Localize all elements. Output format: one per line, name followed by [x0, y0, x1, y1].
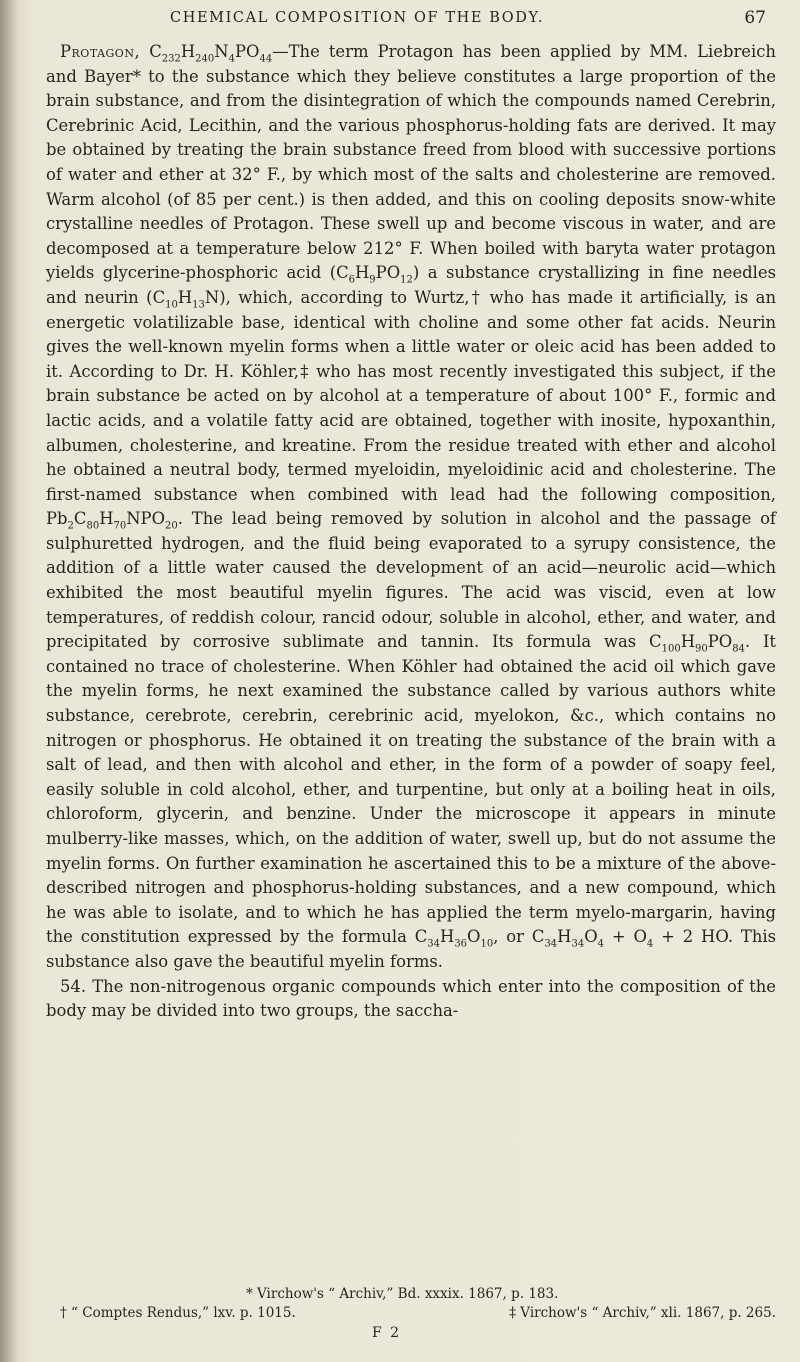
footnote-3: ‡ Virchow's “ Archiv,” xli. 1867, p. 265.: [509, 1305, 776, 1321]
running-header: [70, 4, 770, 34]
footnotes: [46, 1285, 776, 1323]
footnote-2: † “ Comptes Rendus,” lxv. p. 1015.: [60, 1305, 296, 1321]
signature-mark: F 2: [372, 1325, 402, 1341]
body-text: [46, 40, 776, 1024]
formula-myelo-margarin-alt: $C_{34}H_{34}O_4 + O_4 + 2$ HO: [531, 927, 728, 950]
section-heading: Protagon,: [60, 42, 141, 61]
formula-glycerine-phosphoric: $(C_6H_9PO_{12})$: [329, 263, 420, 286]
running-title: CHEMICAL COMPOSITION OF THE BODY.: [170, 10, 545, 26]
formula-neurolic-acid: $C_{100}H_{90}PO_{84}$: [649, 632, 745, 655]
footnote-1: * Virchow's “ Archiv,” Bd. xxxix. 1867, p. 183.: [246, 1286, 559, 1302]
binding-shadow: [0, 0, 18, 1362]
formula-myelo-margarin: $C_{34}H_{36}O_{10}$: [414, 927, 494, 950]
page-number: 67: [744, 8, 766, 28]
formula-lead-compound: $Pb_2C_{80}H_{70}NPO_{20}$: [46, 509, 178, 532]
footnote-row: [46, 1304, 776, 1323]
formula-neurin: $(C_{10}H_{13}N)$: [146, 287, 226, 311]
formula-protagon: $C_{232}H_{240}N_4PO_{44}$: [149, 42, 273, 65]
paragraph-protagon: Protagon, $C_{232}H_{240}N_4PO_{44}—The$ term Protagon has been applied by MM. Liebreich and Bayer* to the substance which they believe constitutes a large proportion of the brain substance, and from the disintegration of which the compounds named Cerebrin, Cerebrinic Acid, Lecithin, and the various phosphorus-holding fats are derived. It may be obtained by treating the brain substance freed from blood with successive portions of water and ether at 32° F., by which most of the salts and cholesterine are removed. Warm alcohol (of 85 per cent.) is then added, and this on cooling deposits snow-white crystalline needles of Protagon. These swell up and become viscous in water, and are decomposed at a temperature below 212° F. When boiled with baryta water protagon yields glycerine-phosphoric acid $(C_6H_9PO_{12})$ a substance crystallizing in fine needles and neurin $(C_{10}H_{13}N)$, which, according to Wurtz,† who has made it artificially, is an energetic volatilizable base, identical with choline and some other fat acids. Neurin gives the well-known myelin forms when a little water or oleic acid has been added to it. According to Dr. H. Köhler,‡ who has most recently investigated this subject, if the brain substance be acted on by alcohol at a temperature of about 100° F., formic and lactic acids, and a volatile fatty acid are obtained, together with inosite, hypoxanthin, albumen, cholesterine, and kreatine. From the residue treated with ether and alcohol he obtained a neutral body, termed myeloidin, myeloidinic acid and cholesterine. The first-named substance when combined with lead had the following composition, $Pb_2C_{80}H_{70}NPO_{20}$. The lead being removed by solution in alcohol and the passage of sulphuretted hydrogen, and the fluid being evaporated to a syrupy consistence, the addition of a little water caused the development of an acid—neurolic acid—which exhibited the most beautiful myelin figures. The acid was viscid, even at low temperatures, of reddish colour, rancid odour, soluble in alcohol, ether, and water, and precipitated by corrosive sublimate and tannin. Its formula was $C_{100}H_{90}PO_{84}$. It contained no trace of cholesterine. When Köhler had obtained the acid oil which gave the myelin forms, he next examined the substance called by various authors white substance, cerebrote, cerebrin, cerebrinic acid, myelokon, &c., which contains no nitrogen or phosphorus. He obtained it on treating the substance of the brain with a salt of lead, and then with alcohol and ether, in the form of a powder of soapy feel, easily soluble in cold alcohol, ether, and turpentine, but only at a boiling heat in oils, chloroform, glycerin, and benzine. Under the microscope it appears in minute mulberry-like masses, which, on the addition of water, swell up, but do not assume the myelin forms. On further examination he ascertained this to be a mixture of the above-described nitrogen and phosphorus-holding substances, and a new compound, which he was able to isolate, and to which he has applied the term myelo-margarin, having the constitution expressed by the formula $C_{34}H_{36}O_{10}$, or $C_{34}H_{34}O_4 + O_4 + 2$ HO. This substance also gave the beautiful myelin forms.: [46, 42, 777, 971]
paragraph-54: 54. The non-nitrogenous organic compounds which enter into the composition of the body may be divided into two groups, the saccha-: [46, 976, 776, 1021]
